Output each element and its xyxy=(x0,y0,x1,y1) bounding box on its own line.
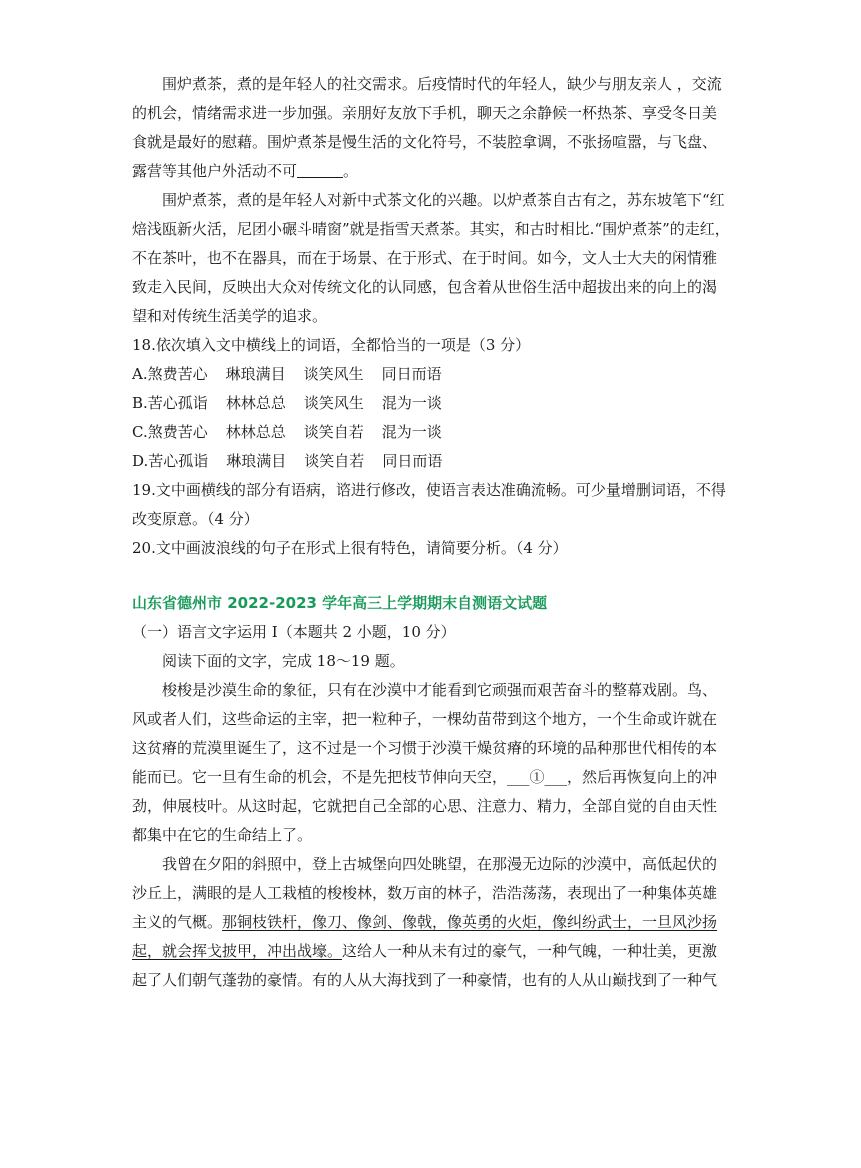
section2-paragraph-2-text: 我曾在夕阳的斜照中，登上古城堡向四处眺望，在那漫无边际的沙漠中，高低起伏的沙丘上，满眼的是人工栽植的梭梭林，数万亩的林子，浩浩荡荡，表现出了一种集体英雄主义的气概。 xyxy=(132,855,718,931)
blank-marker: ___①___ xyxy=(507,768,568,786)
option-word: 混为一谈 xyxy=(381,423,442,441)
section-instruction: 阅读下面的文字，完成 18～19 题。 xyxy=(162,652,405,670)
option-word: 谈笑自若 xyxy=(303,423,364,441)
question-18-option-a xyxy=(132,360,730,389)
underlined-sentence: 那铜枝铁杆，像刀、像剑、像戟，像英勇的火炬，像纠纷武士，一旦风沙扬起，就会挥戈披甲，冲出战壕。 xyxy=(132,913,718,960)
option-letter: B. xyxy=(132,394,148,412)
passage1-paragraph-1-end: 。 xyxy=(343,162,359,180)
section2-paragraph-2-end: 这给人一种从未有过的豪气，一种气魄，一种壮美，更激起了人们朝气蓬勃的豪情。有的人从大海找到了一种豪情，也有的人从山巅找到了一种气 xyxy=(132,942,718,989)
option-word: 谈笑风生 xyxy=(303,394,364,412)
section-subtitle: （一）语言文字运用 I（本题共 2 小题，10 分） xyxy=(132,623,456,641)
option-word: 苦心孤诣 xyxy=(148,452,209,470)
question-18-stem: 18.依次填入文中横线上的词语，全都恰当的一项是（3 分） xyxy=(132,336,531,354)
section2-paragraph-1-text: 梭梭是沙漠生命的象征，只有在沙漠中才能看到它顽强而艰苦奋斗的整幕戏剧。鸟、风或者人们，这些命运的主宰，把一粒种子，一棵幼苗带到这个地方，一个生命或许就在这贫瘠的荒漠里诞生了，这不过是一个习惯于沙漠干燥贫瘠的环境的品种那世代相传的本能而已。它一旦有生命的机会，不是先把枝节伸向天空， xyxy=(132,681,718,786)
passage1-paragraph-2: 围炉煮茶，煮的是年轻人对新中式茶文化的兴趣。以炉煮茶自古有之，苏东坡笔下“红焙浅瓯新火活，尼团小碾斗晴窗”就是指雪天煮茶。其实，和古时相比.“围炉煮茶”的走红，不在茶叶，也不在器具，而在于场景、在于形式、在于时间。如今，文人士大夫的闲情雅致走入民间，反映出大众对传统文化的认同感，包含着从世俗生活中超拔出来的向上的渴望和对传统生活美学的追求。 xyxy=(132,191,730,325)
option-letter: C. xyxy=(132,423,148,441)
option-word: 林林总总 xyxy=(225,394,286,412)
option-word: 谈笑自若 xyxy=(304,452,365,470)
option-word: 煞费苦心 xyxy=(147,365,208,383)
question-18-option-b xyxy=(132,389,730,418)
section-title: 山东省德州市 2022-2023 学年高三上学期期末自测语文试题 xyxy=(132,594,548,612)
section2-paragraph-2 xyxy=(132,850,730,995)
question-20: 20.文中画波浪线的句子在形式上很有特色，请简要分析。（4 分） xyxy=(132,539,568,557)
option-letter: D. xyxy=(132,452,149,470)
option-word: 煞费苦心 xyxy=(147,423,208,441)
question-19: 19.文中画横线的部分有语病，谘进行修改，使语言表达准确流畅。可少量增删词语，不得改变原意。（4 分） xyxy=(132,481,726,528)
fill-blank xyxy=(297,161,343,178)
section-spacer xyxy=(132,563,730,589)
option-word: 苦心孤诣 xyxy=(147,394,208,412)
option-word: 琳琅满目 xyxy=(225,365,286,383)
question-18-option-d xyxy=(132,447,730,476)
section2-paragraph-1-end: ，然后再恢复向上的冲劲，伸展枝叶。从这时起，它就把自己全部的心思、注意力、精力，全部自觉的自由天性都集中在它的生命结上了。 xyxy=(132,768,718,844)
passage1-paragraph-1 xyxy=(132,70,730,186)
option-word: 谈笑风生 xyxy=(303,365,364,383)
option-word: 同日而语 xyxy=(382,452,443,470)
question-18-option-c xyxy=(132,418,730,447)
document-content xyxy=(132,70,730,995)
option-word: 混为一谈 xyxy=(381,394,442,412)
passage1-paragraph-1-text: 围炉煮茶，煮的是年轻人的社交需求。后疫情时代的年轻人，缺少与朋友亲人 ，交流的机会，情绪需求进一步加强。亲朋好友放下手机，聊天之余静候一杯热茶、享受冬日美食就是最好的慰藉。围炉煮茶是慢生活的文化符号，不装腔拿调，不张扬喧嚣，与飞盘、露营等其他户外活动不可 xyxy=(132,75,722,180)
section2-paragraph-1 xyxy=(132,676,730,850)
option-word: 林林总总 xyxy=(225,423,286,441)
option-letter: A. xyxy=(132,365,148,383)
option-word: 同日而语 xyxy=(381,365,442,383)
option-word: 琳琅满目 xyxy=(226,452,287,470)
